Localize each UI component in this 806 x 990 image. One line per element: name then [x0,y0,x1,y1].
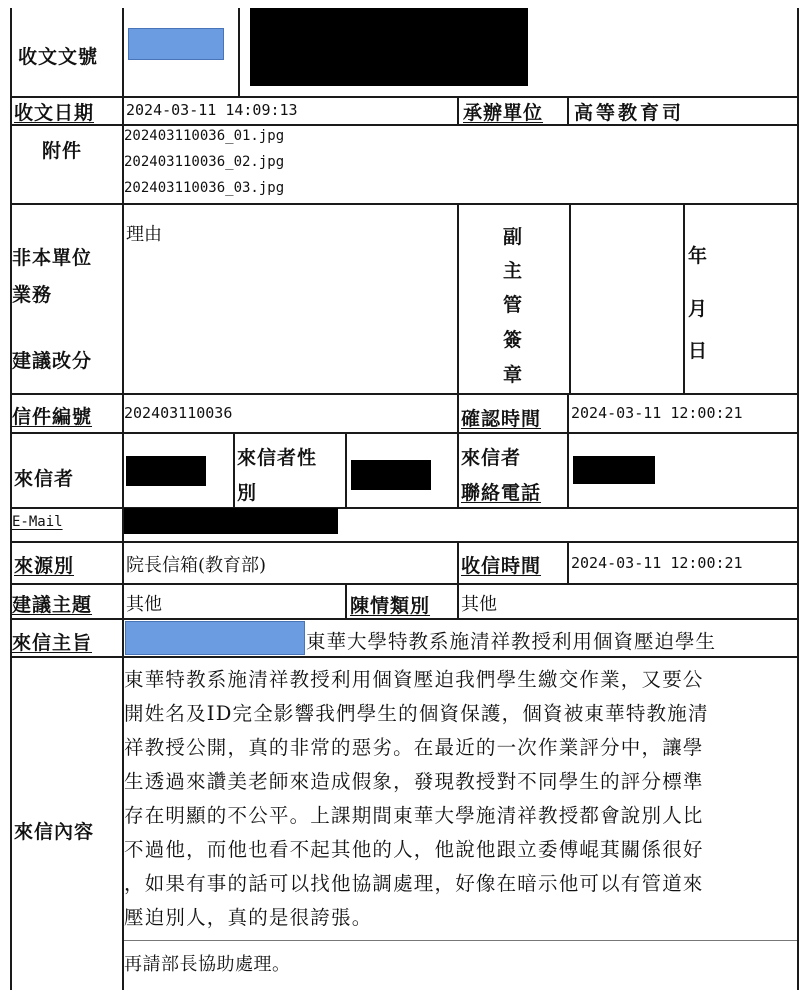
recv-date-value: 2024-03-11 14:09:13 [126,101,298,119]
sender-contact-label: 來信者 [461,447,522,469]
cell-divider [457,203,459,393]
deputy-sign-char: 管 [503,294,524,316]
deputy-sign-char: 章 [503,364,524,386]
row-line [10,541,799,543]
cell-divider [567,432,569,507]
recv-time-value: 2024-03-11 12:00:21 [571,554,743,572]
row-line [10,203,799,205]
source-value: 院長信箱(教育部) [126,555,267,576]
email-label: E-Mail [12,514,63,530]
recv-time-label: 收信時間 [461,555,542,577]
border-left [10,8,12,990]
content-line: 開姓名及ID完全影響我們學生的個資保護，個資被東華特教施清 [124,702,709,725]
recv-date-label: 收文日期 [14,102,95,124]
cell-divider [233,432,235,507]
content-label: 來信內容 [14,821,95,843]
month-char: 月 [688,298,709,320]
cell-divider [345,583,347,618]
cell-divider [345,432,347,507]
attachment-file[interactable]: 202403110036_01.jpg [124,128,285,144]
border-right [797,8,799,990]
row-line [10,618,799,620]
content-line: 東華特教系施清祥教授利用個資壓迫我們學生繳交作業，又要公 [124,668,704,691]
letter-no-value: 202403110036 [124,404,233,422]
row-line [10,393,799,395]
cell-divider [567,393,569,432]
cell-divider [567,541,569,583]
attachment-file[interactable]: 202403110036_02.jpg [124,154,285,170]
handling-unit-value: 高等教育司 [574,102,685,124]
email-redaction [124,508,338,534]
attachment-file[interactable]: 202403110036_03.jpg [124,180,285,196]
petition-type-label: 陳情類別 [350,595,431,617]
content-line: 再請部長協助處理。 [124,954,291,975]
sender-redaction [126,456,206,486]
cell-divider [683,203,685,393]
subject-redaction [125,621,305,655]
content-line: 不過他，而他也看不起其他的人，他說他跟立委傅崐萁關係很好 [124,838,704,861]
deputy-sign-char: 主 [503,260,524,282]
topic-value: 其他 [126,594,162,615]
letter-no-label: 信件編號 [12,406,93,428]
doc-no-redaction [128,28,224,60]
petition-type-value: 其他 [461,594,497,615]
cell-divider [457,393,459,432]
sender-gender-redaction [351,460,431,490]
subject-value: 東華大學特教系施清祥教授利用個資壓迫學生 [306,630,717,653]
reason-label: 理由 [126,224,162,245]
cell-divider [567,96,569,124]
subject-label: 來信主旨 [12,632,93,654]
row-line [10,432,799,434]
deputy-sign-char: 簽 [503,329,524,351]
confirm-time-label: 確認時間 [461,408,542,430]
topic-label: 建議主題 [12,594,93,616]
year-char: 年 [688,245,709,267]
row-line [10,656,799,658]
reassign-label: 建議改分 [12,350,93,372]
confirm-time-value: 2024-03-11 12:00:21 [571,404,743,422]
sender-gender-label-2: 別 [237,482,258,504]
source-label: 來源別 [14,555,75,577]
content-rule [124,940,797,941]
cell-divider [457,583,459,618]
sender-gender-label: 來信者性 [237,447,318,469]
not-unit-label-2: 業務 [12,284,53,306]
content-line: 壓迫別人，真的是很誇張。 [124,906,373,929]
content-line: ，如果有事的話可以找他協調處理，好像在暗示他可以有管道來 [124,872,704,895]
deputy-sign-char: 副 [503,226,524,248]
docno-divider [238,8,240,96]
doc-no-black-redaction [250,8,528,86]
sender-contact-redaction [573,456,655,484]
cell-divider [569,203,571,393]
content-line: 生透過來讚美老師來造成假象，發現教授對不同學生的評分標準 [124,770,704,793]
day-char: 日 [688,340,709,362]
cell-divider [457,432,459,507]
cell-divider [457,96,459,124]
cell-divider [457,541,459,583]
not-unit-label: 非本單位 [12,247,93,269]
row-line [10,583,799,585]
doc-no-label: 收文文號 [18,46,99,68]
attachment-label: 附件 [42,140,83,162]
content-line: 祥教授公開，真的非常的惡劣。在最近的一次作業評分中，讓學 [124,736,704,759]
sender-label: 來信者 [14,468,75,490]
sender-contact-label-2: 聯絡電話 [461,482,542,504]
handling-unit-label: 承辦單位 [463,102,544,124]
content-line: 存在明顯的不公平。上課期間東華大學施清祥教授都會說別人比 [124,804,704,827]
